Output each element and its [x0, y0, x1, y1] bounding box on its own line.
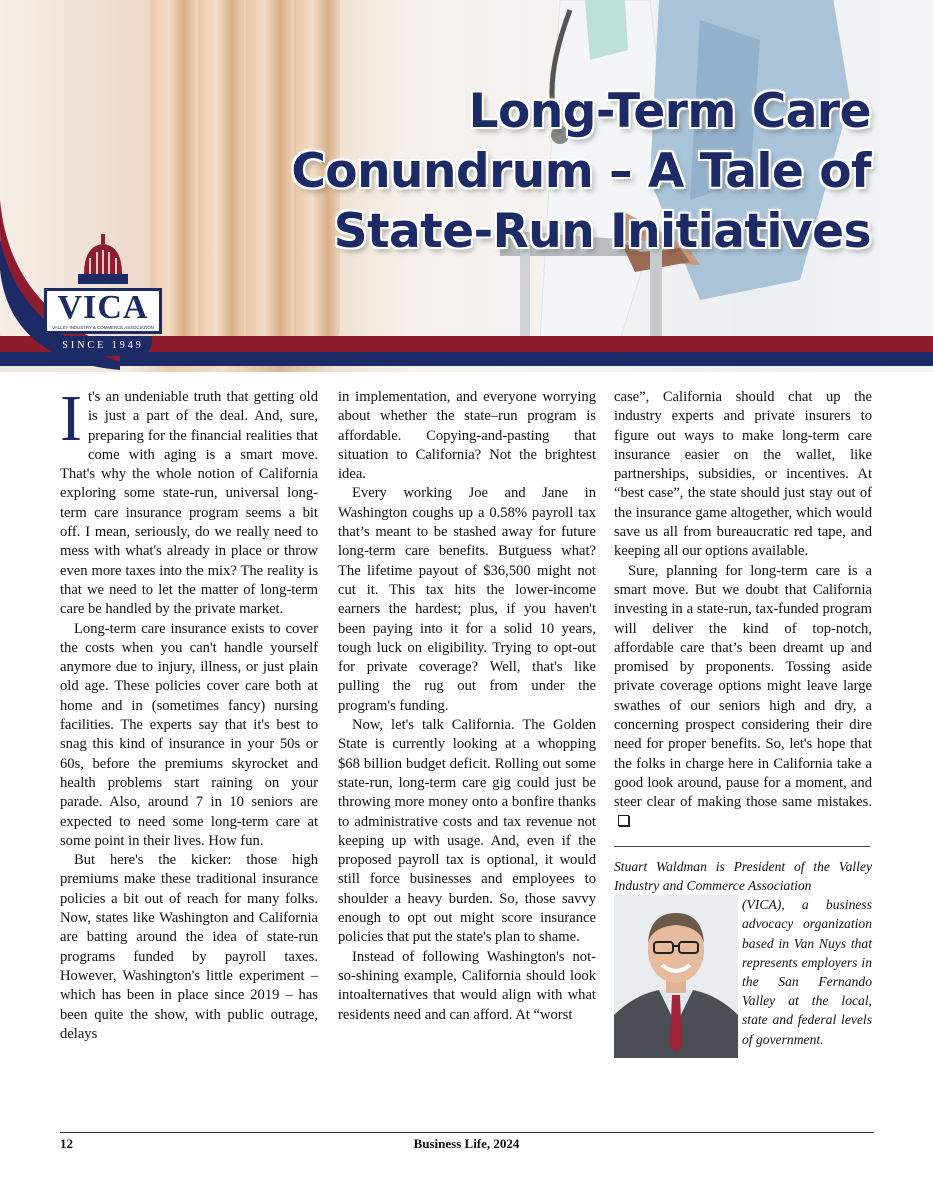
title-line-3: State-Run Initiatives: [333, 204, 871, 259]
logo-subtitle: VALLEY INDUSTRY & COMMERCE ASSOCIATION: [52, 325, 154, 330]
column-3: [614, 388, 872, 1058]
paragraph: But here's the kicker: those high premiums make these traditional insurance policies a bit out of reach for many folks. Now, states like Washington and California are batting around the idea of state-run programs funded by payroll taxes. However, Washington's little experiment – which has been in place since 2019 – has been quite the show, with public outrage, delays: [60, 852, 318, 1042]
paragraph: [614, 562, 872, 832]
drop-cap: I: [60, 382, 82, 455]
end-mark-icon: [618, 815, 629, 826]
logo-since-ribbon: SINCE 1949: [54, 336, 152, 356]
page-number: 12: [60, 1136, 73, 1151]
author-photo: [614, 895, 738, 1058]
title-line-2: Conundrum – A Tale of: [291, 144, 871, 199]
paragraph-text: t's an undeniable truth that getting old is just a part of the deal. And, sure, preparing for the financial realities that come with aging is a smart move. That's why the whole notion of California exploring some state-run, universal long-term care insurance program seems a bit off. I mean, seriously, do we really need to mess with what's already in place or throw even more taxes into the mix? The reality is that we need to let the matter of long-term care be handled by the private market.: [60, 389, 318, 618]
paragraph: case”, California should chat up the industry experts and private insurers to figure out ways to make long-term care insurance easier on the wallet, like partnerships, subsidies, or incentives. At “best case”, the state should just stay out of the insurance game altogether, which would save us all from bureaucratic red tape, and keeping all our options available.: [614, 389, 872, 560]
bio-top: Stuart Waldman is President of the Valley Industry and Commerce Association: [614, 858, 872, 894]
article-title: [291, 82, 871, 262]
author-bio: [614, 857, 872, 1049]
publication-name: Business Life, 2024: [413, 1136, 520, 1151]
column-2: [338, 388, 596, 1025]
paragraph: in implementation, and everyone worrying about whether the state–run program is affordable. Copying-and-pasting that situation to California? Not the brightest idea.: [338, 389, 596, 483]
footer-rule: [60, 1132, 874, 1133]
logo-wordmark: VICA: [57, 289, 149, 326]
bio-rest: (VICA), a business advocacy organization based in Van Nuys that represents employers in the San Fernando Valley at the local, state and federal levels of government.: [742, 897, 872, 1047]
capitol-dome-icon: [74, 234, 132, 290]
vica-logo: [38, 234, 168, 364]
paragraph: Instead of following Washington's not-so-shining example, California should look intoalternatives that would align with what residents need and can afford. At “worst: [338, 948, 596, 1023]
paragraph-text: Sure, planning for long-term care is a smart move. But we doubt that California investing in a state-run, tax-funded program will deliver the kind of top-notch, affordable care that’s been dreamt up and promised by proponents. Tossing aside private coverage options might leave large swathes of our seniors high and dry, a concerning prospect considering their dire need for proper benefits. So, let's hope that the folks in charge here in California take a good look around, pause for a moment, and steer clear of making those same mistakes.: [614, 562, 872, 811]
paragraph: [60, 382, 318, 620]
bio-divider: [614, 846, 870, 847]
column-1: [60, 382, 318, 1044]
paragraph: Now, let's talk California. The Golden State is currently looking at a whopping $68 billion budget deficit. Rolling out some state-run, long-term care gig could just be throwing more money onto a bonfire thanks to administrative costs and tax revenue not keeping up with usage. And, even if the proposed payroll tax is optional, it would still force businesses and employees to shoulder a heavy burden. So, those savvy enough to opt out might score insurance policies that put the state's plan to shame.: [338, 717, 596, 946]
paragraph: Long-term care insurance exists to cover the costs when you can't handle yourself anymore due to injury, illness, or just plain old age. These policies cover care both at home and in (sometimes fancy) nursing facilities. The experts say that it's best to snag this kind of insurance in your 50s or 60s, before the premiums skyrocket and health problems start raining on your parade. Also, around 7 in 10 seniors are expected to need some long-term care at some point in their lives. How fun.: [60, 620, 318, 849]
paragraph: Every working Joe and Jane in Washington coughs up a 0.58% payroll tax that’s meant to be stashed away for future long-term care benefits. Butguess what? The lifetime payout of $36,500 might not cut it. This tax hits the lower-income earners the hardest; plus, if you haven't been paying into it for a solid 10 years, tough luck on eligibility. Trying to opt-out for private coverage? Well, that's like pulling the rug out from under the program's funding.: [338, 485, 596, 714]
header-banner: [0, 0, 933, 372]
logo-box: [44, 288, 162, 334]
title-line-1: Long-Term Care: [468, 84, 871, 139]
